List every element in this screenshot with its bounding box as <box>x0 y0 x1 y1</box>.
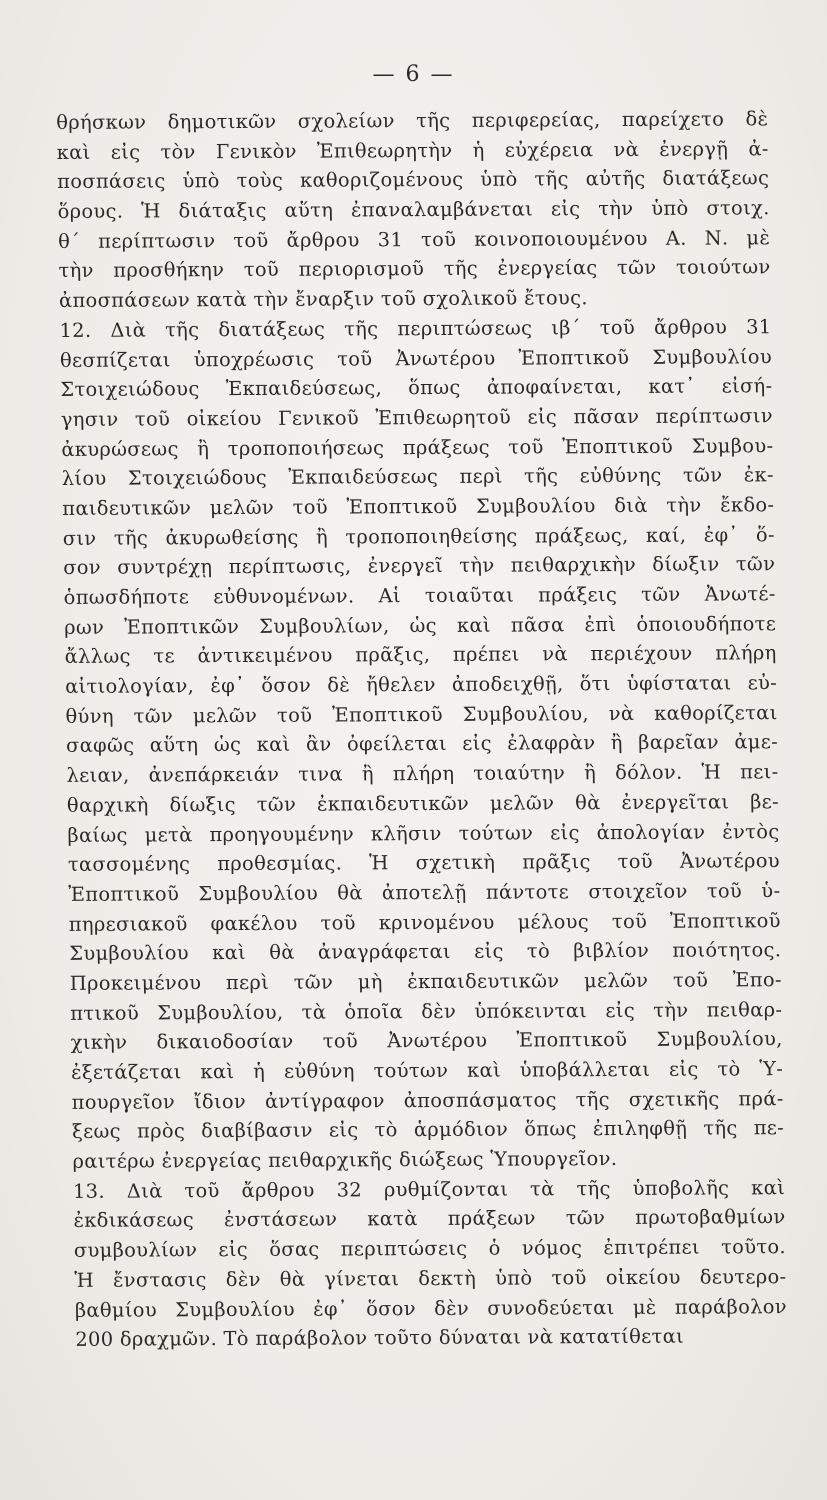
text-line: σιν τῆς ἀκυρωθείσης ἢ τροποποιηθείσης πράξεως, καί, ἐφ᾿ ὅ- <box>62 522 775 550</box>
text-line: ἐκδικάσεως ἐνστάσεων κατὰ πράξεων τῶν πρωτοβαθμίων <box>73 1205 786 1233</box>
text-line: βαθμίου Συμβουλίου ἐφ᾿ ὅσον δὲν συνοδεύεται μὲ παράβολον <box>74 1294 788 1322</box>
text-line: τασσομένης προθεσμίας. Ἡ σχετικὴ πρᾶξις τοῦ Ἀνωτέρου <box>67 849 781 877</box>
text-line: ραιτέρω ἐνεργείας πειθαρχικῆς διώξεως Ὑπουργεῖον. <box>72 1147 618 1173</box>
text-line: σον συντρέχῃ περίπτωσις, ἐνεργεῖ τὴν πειθαρχικὴν δίωξιν τῶν <box>63 552 776 580</box>
text-line: ὁπωσδήποτε εὐθυνομένων. Αἱ τοιαῦται πράξεις τῶν Ἀνωτέ- <box>63 582 776 609</box>
text-line: 13. Διὰ τοῦ ἄρθρου 32 ρυθμίζονται τὰ τῆς ὑποβολῆς καὶ <box>72 1175 786 1203</box>
text-line: Συμβουλίου καὶ θὰ ἀναγράφεται εἰς τὸ βιβλίον ποιότητος. <box>69 938 782 966</box>
text-line: θεσπίζεται ὑποχρέωσις τοῦ Ἀνωτέρου Ἐποπτικοῦ Συμβουλίου <box>59 344 773 372</box>
text-line: συμβουλίων εἰς ὅσας περιπτώσεις ὁ νόμος ἐπιτρέπει τοῦτο. <box>73 1235 787 1262</box>
text-line: Ἐποπτικοῦ Συμβουλίου θὰ ἀποτελῇ πάντοτε στοιχεῖον τοῦ ὑ- <box>68 879 781 906</box>
body-text <box>56 104 788 1354</box>
page-number: — 6 — <box>372 62 455 87</box>
text-line: 12. Διὰ τῆς διατάξεως τῆς περιπτώσεως ιβ΄ τοῦ ἄρθρου 31 <box>59 315 772 342</box>
text-line: Ἡ ἔνστασις δὲν θὰ γίνεται δεκτὴ ὑπὸ τοῦ οἰκείου δευτερο- <box>74 1264 787 1292</box>
text-line: ἄλλως τε ἀντικειμένου πρᾶξις, πρέπει νὰ περιέχουν πλήρη <box>64 641 777 669</box>
text-line: ἐξετάζεται καὶ ἡ εὐθύνη τούτων καὶ ὑποβάλλεται εἰς τὸ Ὑ- <box>70 1057 784 1084</box>
text-line: ὅρους. Ἡ διάταξις αὕτη ἐπαναλαμβάνεται εἰς τὴν ὑπὸ στοιχ. <box>57 196 770 224</box>
text-line: λίου Στοιχειώδους Ἐκπαιδεύσεως περὶ τῆς εὐθύνης τῶν ἐκ- <box>61 463 775 491</box>
text-line: παιδευτικῶν μελῶν τοῦ Ἐποπτικοῦ Συμβουλίου διὰ τὴν ἔκδο- <box>62 493 775 520</box>
text-line: πουργεῖον ἴδιον ἀντίγραφον ἀποσπάσματος τῆς σχετικῆς πρά- <box>71 1086 784 1114</box>
text-line: πηρεσιακοῦ φακέλου τοῦ κρινομένου μέλους τοῦ Ἐποπτικοῦ <box>68 908 782 936</box>
text-line: βαίως μετὰ προηγουμένην κλῆσιν τούτων εἰς ἀπολογίαν ἐντὸς <box>67 819 780 847</box>
text-line: σαφῶς αὕτη ὡς καὶ ἂν ὀφείλεται εἰς ἐλαφρὰν ἢ βαρεῖαν ἀμε- <box>65 730 779 758</box>
text-line: Στοιχειώδους Ἐκπαιδεύσεως, ὅπως ἀποφαίνεται, κατ᾿ εἰσή- <box>60 374 773 402</box>
text-line: ἀκυρώσεως ἢ τροποποιήσεως πράξεως τοῦ Ἐποπτικοῦ Συμβου- <box>61 433 774 461</box>
text-line: θύνη τῶν μελῶν τοῦ Ἐποπτικοῦ Συμβουλίου, νὰ καθορίζεται <box>65 700 778 728</box>
text-line: θ΄ περίπτωσιν τοῦ ἄρθρου 31 τοῦ κοινοποιουμένου Α. Ν. μὲ <box>57 226 771 253</box>
text-line: γησιν τοῦ οἰκείου Γενικοῦ Ἐπιθεωρητοῦ εἰς πᾶσαν περίπτωσιν <box>60 404 774 431</box>
text-line: λειαν, ἀνεπάρκειάν τινα ἢ πλήρη τοιαύτην ἢ δόλον. Ἡ πει- <box>66 760 779 788</box>
text-line: πτικοῦ Συμβουλίου, τὰ ὁποῖα δὲν ὑπόκεινται εἰς τὴν πειθαρ- <box>70 997 783 1025</box>
text-line: αἰτιολογίαν, ἐφ᾿ ὅσον δὲ ἤθελεν ἀποδειχθῇ, ὅτι ὑφίσταται εὐ- <box>64 671 778 698</box>
text-line: ξεως πρὸς διαβίβασιν εἰς τὸ ἁρμόδιον ὅπως ἐπιληφθῇ τῆς πε- <box>71 1116 785 1144</box>
text-line: ρων Ἐποπτικῶν Συμβουλίων, ὡς καὶ πᾶσα ἐπὶ ὁποιουδήποτε <box>63 611 777 639</box>
text-line: χικὴν δικαιοδοσίαν τοῦ Ἀνωτέρου Ἐποπτικοῦ Συμβουλίου, <box>70 1027 783 1055</box>
text-line: θαρχικὴ δίωξις τῶν ἐκπαιδευτικῶν μελῶν θὰ ἐνεργεῖται βε- <box>66 789 780 817</box>
text-line: ποσπάσεις ὑπὸ τοὺς καθοριζομένους ὑπὸ τῆς αὐτῆς διατάξεως <box>56 166 770 194</box>
text-line: Προκειμένου περὶ τῶν μὴ ἐκπαιδευτικῶν μελῶν τοῦ Ἐπο- <box>69 968 782 995</box>
text-line: 200 δραχμῶν. Τὸ παράβολον τοῦτο δύναται νὰ κατατίθεται <box>75 1324 685 1352</box>
text-line: θρήσκων δημοτικῶν σχολείων τῆς περιφερείας, παρείχετο δὲ <box>56 107 769 134</box>
text-line: καὶ εἰς τὸν Γενικὸν Ἐπιθεωρητὴν ἡ εὐχέρεια νὰ ἐνεργῇ ἀ- <box>56 136 769 164</box>
text-line: ἀποσπάσεων κατὰ τὴν ἔναρξιν τοῦ σχολικοῦ ἔτους. <box>58 286 589 313</box>
text-line: τὴν προσθήκην τοῦ περιορισμοῦ τῆς ἐνεργείας τῶν τοιούτων <box>58 255 771 283</box>
